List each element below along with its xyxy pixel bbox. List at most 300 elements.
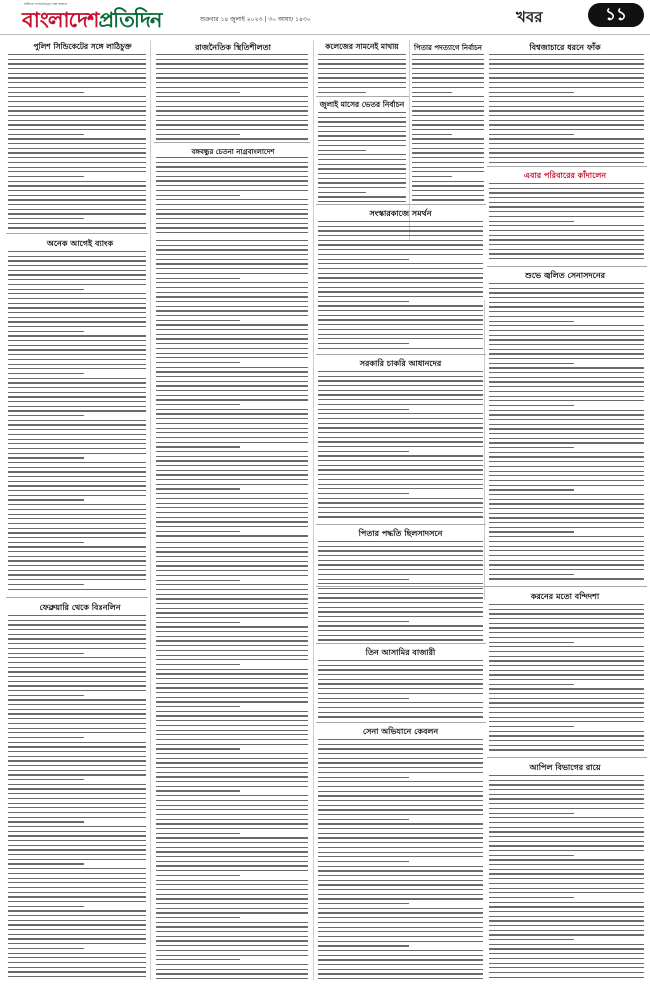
- text-line: [8, 340, 146, 341]
- text-line: [318, 432, 483, 433]
- text-line: [8, 709, 146, 710]
- text-line: [8, 685, 146, 686]
- text-line: [412, 162, 484, 163]
- text-line: [8, 82, 146, 83]
- text-line: [156, 631, 308, 632]
- text-line: [318, 889, 483, 890]
- text-line: [318, 823, 483, 824]
- headline: তিন আসামির বাজারী: [365, 648, 436, 657]
- text-line: [156, 889, 308, 890]
- text-line: [318, 226, 483, 227]
- text-line: [318, 82, 406, 83]
- article-body: [8, 615, 146, 981]
- text-line: [156, 959, 240, 960]
- text-line: [156, 594, 308, 595]
- text-line: [318, 63, 406, 64]
- text-line: [8, 896, 146, 897]
- text-line: [489, 386, 644, 387]
- text-line: [489, 211, 644, 212]
- text-line: [318, 660, 483, 661]
- text-line: [489, 414, 644, 415]
- text-line: [8, 485, 146, 486]
- text-line: [8, 732, 146, 733]
- text-line: [156, 781, 308, 782]
- text-line: [156, 561, 308, 562]
- text-line: [156, 204, 308, 205]
- text-line: [8, 181, 146, 182]
- text-line: [156, 526, 308, 527]
- text-line: [412, 92, 452, 93]
- text-line: [489, 202, 644, 203]
- text-line: [318, 621, 409, 622]
- text-line: [8, 499, 84, 500]
- text-line: [156, 598, 308, 599]
- text-line: [489, 726, 574, 727]
- text-line: [412, 195, 484, 196]
- text-line: [8, 863, 84, 864]
- text-line: [156, 493, 308, 494]
- text-line: [8, 690, 146, 691]
- text-line: [156, 428, 308, 429]
- text-line: [8, 101, 146, 102]
- text-line: [318, 277, 483, 278]
- text-line: [156, 683, 308, 684]
- text-line: [8, 570, 146, 571]
- text-line: [489, 855, 574, 856]
- text-line: [489, 110, 644, 111]
- text-line: [8, 59, 146, 60]
- text-line: [489, 206, 644, 207]
- text-line: [489, 330, 644, 331]
- text-line: [156, 664, 240, 665]
- text-line: [156, 908, 308, 909]
- text-line: [8, 429, 146, 430]
- text-line: [318, 574, 483, 575]
- text-line: [412, 129, 484, 130]
- text-line: [8, 784, 146, 785]
- text-line: [489, 813, 574, 814]
- text-line: [156, 626, 308, 627]
- text-line: [412, 59, 484, 60]
- text-line: [8, 948, 84, 949]
- text-line: [156, 512, 308, 513]
- text-line: [8, 638, 146, 639]
- text-line: [489, 522, 644, 523]
- text-line: [8, 840, 146, 841]
- text-line: [489, 613, 644, 614]
- text-line: [156, 474, 308, 475]
- text-line: [156, 734, 308, 735]
- text-line: [8, 284, 146, 285]
- text-line: [156, 296, 308, 297]
- text-line: [489, 665, 644, 666]
- text-line: [8, 854, 146, 855]
- article-body: [8, 54, 146, 230]
- headline: পিতার পদ্ধতি ছিলসাদসনে: [358, 529, 443, 538]
- text-line: [156, 268, 308, 269]
- text-line: [8, 495, 146, 496]
- text-line: [412, 185, 484, 186]
- headline: এবার পরিবারের কাঁদালেন: [523, 171, 607, 180]
- text-line: [156, 209, 308, 210]
- text-line: [156, 218, 308, 219]
- headline: বঙ্গবন্ধুর চেতনা নাগ্রবাংলাদেশ: [191, 148, 275, 156]
- text-line: [489, 798, 644, 799]
- text-line: [156, 655, 308, 656]
- text-line: [412, 110, 484, 111]
- text-line: [318, 371, 483, 372]
- text-line: [489, 707, 644, 708]
- text-line: [156, 223, 308, 224]
- text-line: [318, 795, 483, 796]
- text-line: [318, 68, 406, 69]
- text-line: [318, 498, 483, 499]
- text-line: [489, 489, 574, 490]
- text-line: [489, 717, 644, 718]
- text-line: [156, 115, 308, 116]
- text-line: [8, 321, 146, 322]
- text-line: [156, 278, 240, 279]
- text-line: [318, 77, 406, 78]
- text-line: [318, 182, 406, 183]
- text-line: [156, 240, 308, 241]
- text-line: [156, 730, 308, 731]
- text-line: [489, 192, 644, 193]
- text-line: [8, 410, 146, 411]
- text-line: [489, 253, 644, 254]
- article-divider: [487, 757, 647, 758]
- article-divider: [487, 266, 647, 267]
- text-line: [412, 63, 484, 64]
- text-line: [8, 453, 146, 454]
- logo-name-part2: প্রতিদিন: [98, 7, 162, 32]
- text-line: [489, 230, 644, 231]
- text-line: [489, 651, 644, 652]
- text-line: [156, 432, 308, 433]
- text-line: [156, 973, 308, 974]
- text-line: [489, 503, 644, 504]
- text-line: [156, 547, 308, 548]
- text-line: [8, 157, 146, 158]
- text-line: [156, 692, 308, 693]
- text-line: [318, 917, 483, 918]
- text-line: [318, 287, 483, 288]
- text-line: [318, 437, 483, 438]
- text-line: [489, 381, 644, 382]
- text-line: [412, 96, 484, 97]
- text-line: [489, 808, 644, 809]
- text-line: [489, 396, 644, 397]
- text-line: [156, 110, 308, 111]
- text-line: [156, 134, 240, 135]
- text-line: [489, 494, 644, 495]
- text-line: [318, 201, 406, 202]
- text-line: [489, 372, 644, 373]
- text-line: [318, 852, 483, 853]
- text-line: [156, 503, 308, 504]
- text-line: [318, 154, 406, 155]
- text-line: [318, 828, 483, 829]
- text-line: [489, 306, 644, 307]
- text-line: [489, 316, 644, 317]
- text-line: [318, 131, 406, 132]
- text-line: [8, 256, 146, 257]
- text-line: [8, 331, 84, 332]
- text-line: [489, 101, 644, 102]
- text-line: [318, 688, 483, 689]
- text-line: [8, 812, 146, 813]
- text-line: [8, 560, 146, 561]
- text-line: [412, 73, 484, 74]
- text-line: [8, 976, 146, 977]
- text-line: [318, 898, 483, 899]
- text-line: [156, 955, 308, 956]
- text-line: [489, 836, 644, 837]
- text-line: [489, 948, 644, 949]
- text-line: [156, 362, 240, 363]
- text-line: [156, 101, 308, 102]
- text-line: [156, 795, 308, 796]
- text-line: [318, 273, 483, 274]
- text-line: [489, 604, 644, 605]
- text-line: [489, 405, 574, 406]
- text-line: [489, 958, 644, 959]
- text-line: [8, 218, 84, 219]
- text-line: [489, 953, 644, 954]
- text-line: [318, 842, 483, 843]
- text-line: [489, 745, 644, 746]
- article-body: [156, 54, 308, 140]
- text-line: [489, 789, 644, 790]
- text-line: [489, 688, 644, 689]
- text-line: [489, 63, 644, 64]
- text-line: [489, 59, 644, 60]
- text-line: [8, 728, 146, 729]
- text-line: [489, 939, 574, 940]
- text-line: [318, 978, 483, 979]
- text-line: [156, 772, 308, 773]
- text-line: [318, 819, 409, 820]
- text-line: [8, 251, 146, 252]
- text-line: [489, 249, 644, 250]
- text-line: [8, 676, 146, 677]
- text-line: [8, 953, 146, 954]
- text-line: [489, 410, 644, 411]
- text-line: [489, 977, 644, 978]
- text-line: [489, 660, 644, 661]
- text-line: [489, 475, 644, 476]
- text-line: [489, 106, 644, 107]
- text-line: [489, 349, 644, 350]
- text-line: [318, 301, 409, 302]
- text-line: [489, 967, 644, 968]
- text-line: [156, 584, 308, 585]
- text-line: [156, 315, 308, 316]
- text-line: [156, 498, 308, 499]
- text-line: [8, 303, 146, 304]
- text-line: [318, 973, 483, 974]
- text-line: [8, 906, 84, 907]
- text-line: [8, 420, 146, 421]
- text-line: [156, 409, 308, 410]
- text-line: [8, 537, 146, 538]
- text-line: [412, 176, 452, 177]
- text-line: [489, 92, 574, 93]
- text-line: [8, 643, 146, 644]
- text-line: [8, 335, 146, 336]
- text-line: [412, 190, 484, 191]
- text-line: [156, 847, 308, 848]
- text-line: [156, 715, 308, 716]
- text-line: [8, 345, 146, 346]
- text-line: [8, 378, 146, 379]
- text-line: [489, 129, 644, 130]
- text-line: [8, 476, 146, 477]
- text-line: [318, 451, 409, 452]
- text-line: [489, 632, 644, 633]
- text-line: [8, 471, 146, 472]
- text-line: [489, 283, 644, 284]
- text-line: [318, 230, 483, 231]
- text-line: [8, 737, 84, 738]
- text-line: [156, 96, 308, 97]
- text-line: [156, 814, 308, 815]
- text-line: [8, 915, 146, 916]
- text-line: [8, 138, 146, 139]
- text-line: [318, 791, 483, 792]
- text-line: [318, 639, 483, 640]
- text-line: [156, 650, 308, 651]
- text-line: [8, 326, 146, 327]
- text-line: [318, 748, 483, 749]
- text-line: [489, 642, 574, 643]
- text-line: [318, 861, 409, 862]
- text-line: [8, 415, 84, 416]
- text-line: [156, 880, 308, 881]
- text-line: [318, 800, 483, 801]
- text-line: [489, 679, 644, 680]
- text-line: [489, 693, 644, 694]
- text-line: [318, 413, 483, 414]
- text-line: [318, 117, 406, 118]
- text-line: [412, 68, 484, 69]
- text-line: [489, 831, 644, 832]
- text-line: [156, 488, 240, 489]
- text-line: [489, 646, 644, 647]
- text-line: [489, 869, 644, 870]
- text-line: [318, 192, 366, 193]
- text-line: [156, 617, 308, 618]
- text-line: [489, 221, 574, 222]
- text-line: [318, 418, 483, 419]
- headline: শুভে জ্বলিত সেনাসদনের: [524, 271, 606, 280]
- text-line: [8, 490, 146, 491]
- text-line: [8, 723, 146, 724]
- article-body: [412, 54, 484, 202]
- text-line: [489, 531, 574, 532]
- text-line: [318, 931, 483, 932]
- text-line: [489, 120, 644, 121]
- logo-name-part1: বাংলাদেশ: [22, 7, 99, 32]
- text-line: [156, 603, 308, 604]
- text-line: [489, 367, 644, 368]
- text-line: [318, 903, 409, 904]
- text-line: [489, 77, 644, 78]
- text-line: [489, 878, 644, 879]
- text-line: [318, 324, 483, 325]
- text-line: [489, 452, 644, 453]
- text-line: [8, 620, 146, 621]
- text-line: [489, 152, 644, 153]
- text-line: [156, 608, 308, 609]
- text-line: [8, 634, 146, 635]
- text-line: [318, 679, 483, 680]
- text-line: [318, 758, 483, 759]
- text-line: [156, 875, 240, 876]
- text-line: [8, 798, 146, 799]
- text-line: [318, 597, 483, 598]
- text-line: [318, 446, 483, 447]
- text-line: [8, 579, 146, 580]
- text-line: [8, 387, 146, 388]
- text-line: [156, 385, 308, 386]
- text-line: [318, 950, 483, 951]
- text-line: [489, 297, 644, 298]
- text-line: [412, 157, 484, 158]
- text-line: [8, 406, 146, 407]
- text-line: [489, 934, 644, 935]
- article-body: [489, 183, 644, 263]
- text-line: [156, 912, 308, 913]
- text-line: [318, 875, 483, 876]
- text-line: [318, 112, 406, 113]
- text-line: [156, 884, 308, 885]
- text-line: [489, 456, 644, 457]
- text-line: [156, 828, 308, 829]
- text-line: [318, 441, 483, 442]
- text-line: [489, 972, 644, 973]
- headline: বিশ্বজাচারে ধরনে ফাঁক: [529, 43, 601, 52]
- text-line: [156, 969, 308, 970]
- text-line: [156, 894, 308, 895]
- text-line: [156, 124, 308, 125]
- text-line: [156, 446, 240, 447]
- text-line: [156, 837, 308, 838]
- text-line: [8, 293, 146, 294]
- text-line: [318, 927, 483, 928]
- text-line: [318, 87, 406, 88]
- text-line: [156, 310, 308, 311]
- text-line: [8, 457, 84, 458]
- text-line: [156, 833, 240, 834]
- text-line: [8, 849, 146, 850]
- text-line: [156, 460, 308, 461]
- headline: ফেব্রুয়ারি থেকে বিঃনলিন: [39, 603, 121, 612]
- text-line: [489, 845, 644, 846]
- text-line: [156, 404, 240, 405]
- text-line: [156, 106, 308, 107]
- text-line: [156, 701, 308, 702]
- text-line: [489, 485, 644, 486]
- article-body: [318, 739, 483, 981]
- text-line: [318, 404, 483, 405]
- text-line: [156, 176, 308, 177]
- text-line: [8, 190, 146, 191]
- text-line: [8, 73, 146, 74]
- text-line: [156, 636, 308, 637]
- text-line: [156, 517, 308, 518]
- text-line: [8, 657, 146, 658]
